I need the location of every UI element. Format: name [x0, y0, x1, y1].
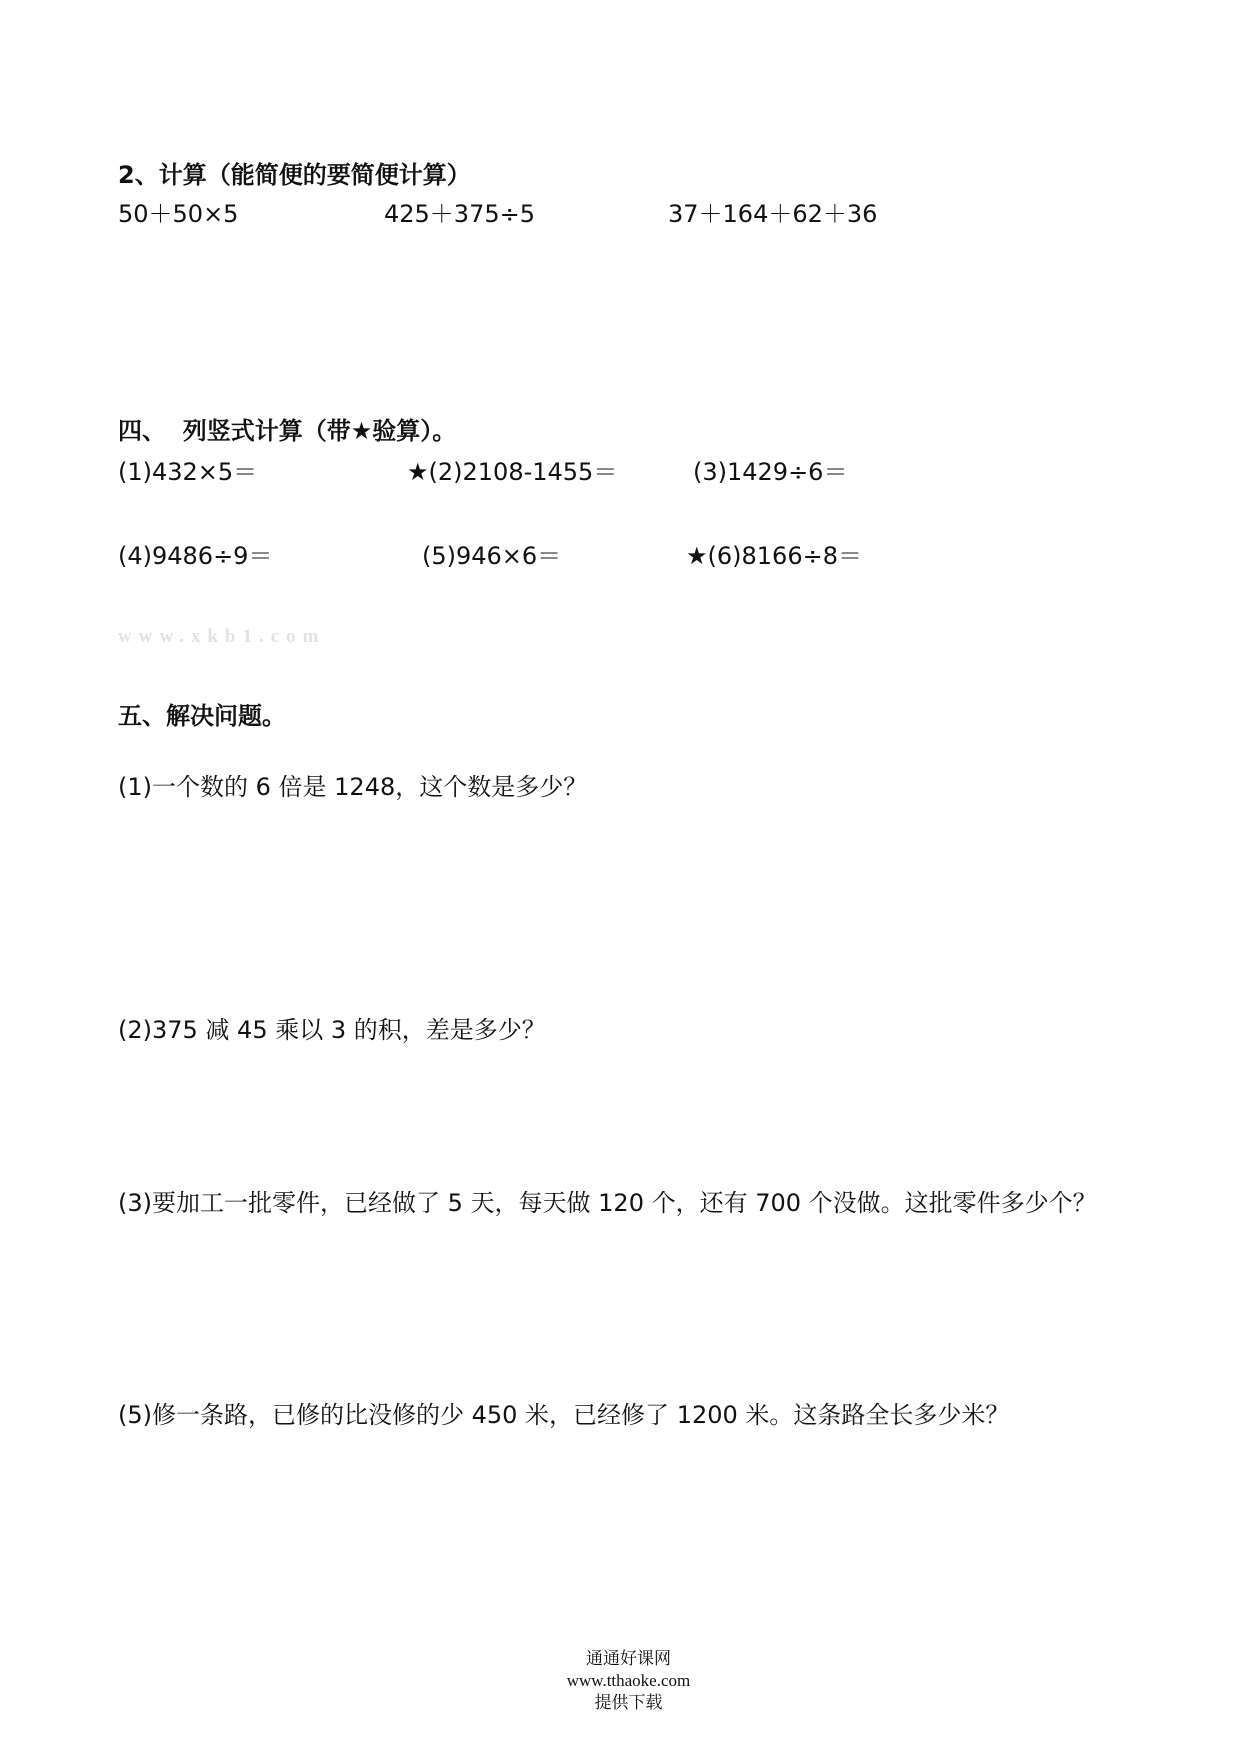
vertical-calc-problem-2: ★(2)2108-1455＝	[407, 458, 618, 486]
word-problem-1: (1)一个数的 6 倍是 1248，这个数是多少？	[118, 773, 588, 801]
word-problem-5: (5)修一条路，已修的比没修的少 450 米，已经修了 1200 米。这条路全长多少米？	[118, 1401, 1010, 1429]
footer-suffix: 提供下载	[594, 1693, 663, 1712]
watermark-text: www.xkb1.com	[118, 626, 326, 647]
vertical-calc-problem-1: (1)432×5＝	[118, 458, 258, 486]
vertical-calc-problem-5: (5)946×6＝	[422, 542, 562, 570]
section-4-title: 四、 列竖式计算（带★验算）。	[118, 417, 457, 445]
expression-3: 37＋164＋62＋36	[668, 200, 878, 228]
word-problem-2: (2)375 减 45 乘以 3 的积，差是多少？	[118, 1016, 546, 1044]
vertical-calc-problem-6: ★(6)8166÷8＝	[686, 542, 862, 570]
page-footer	[0, 1626, 1240, 1736]
vertical-calc-problem-3: (3)1429÷6＝	[693, 458, 848, 486]
footer-url: www.tthaoke.com	[566, 1671, 691, 1690]
footer-site-name: 通通好课网	[586, 1649, 671, 1668]
vertical-calc-problem-4: (4)9486÷9＝	[118, 542, 273, 570]
word-problem-3: (3)要加工一批零件，已经做了 5 天，每天做 120 个，还有 700 个没做。这批零件多少个？	[118, 1189, 1097, 1217]
expression-1: 50＋50×5	[118, 200, 239, 228]
section-5-title: 五、解决问题。	[118, 702, 286, 730]
expression-2: 425＋375÷5	[384, 200, 535, 228]
section-2-title: 2、计算（能简便的要简便计算）	[118, 161, 471, 189]
